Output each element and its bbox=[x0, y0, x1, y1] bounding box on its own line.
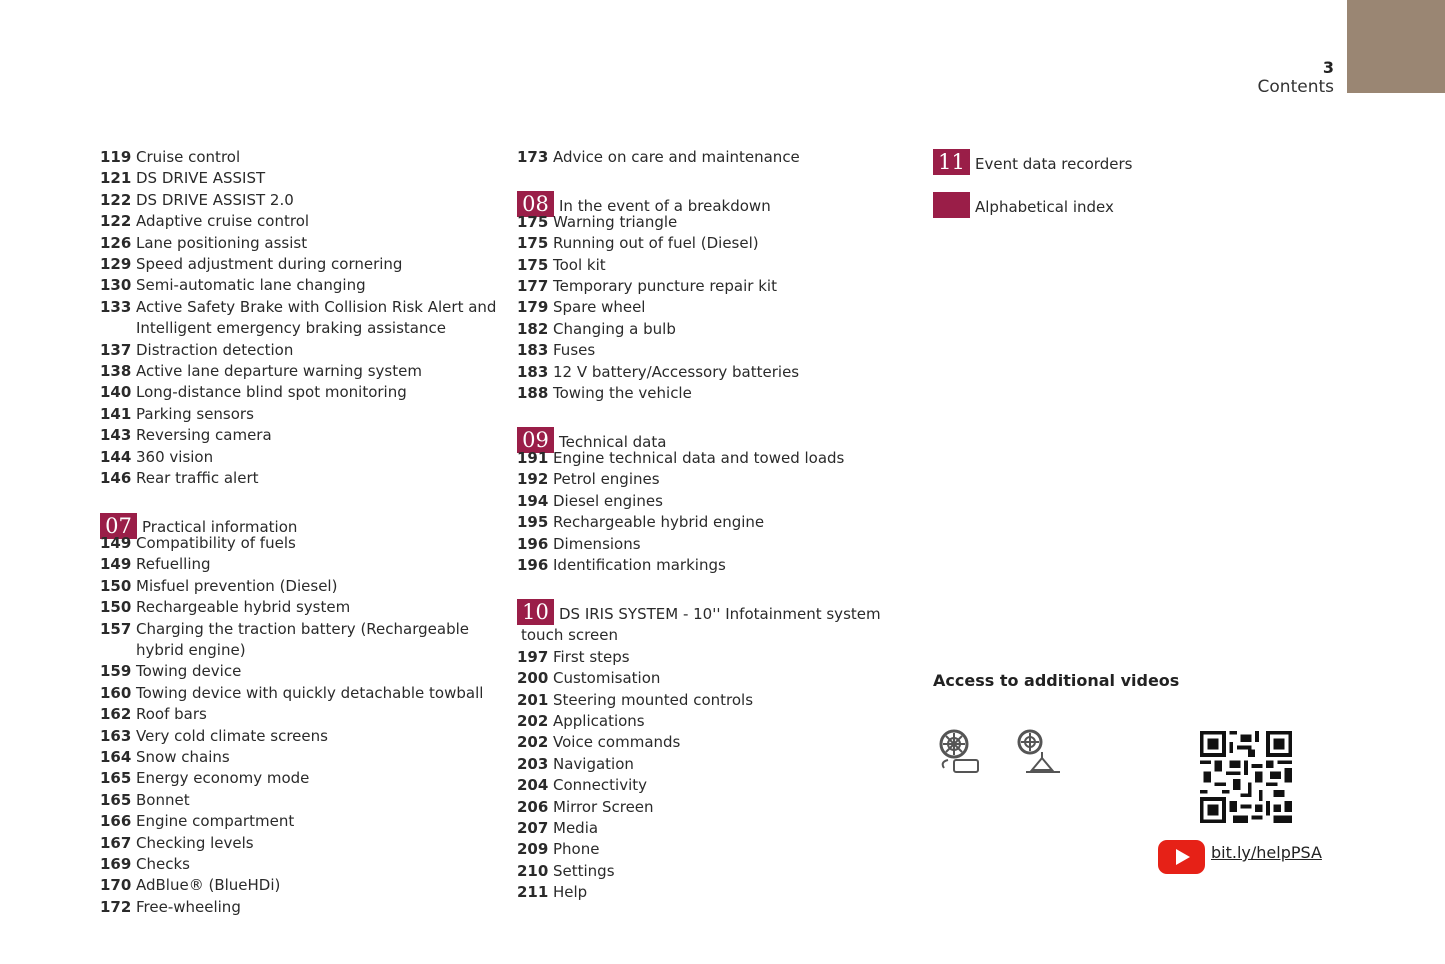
toc-entry[interactable] bbox=[100, 747, 510, 768]
entry-title: Towing device bbox=[136, 662, 242, 681]
toc-entry[interactable] bbox=[517, 362, 917, 383]
toc-list bbox=[517, 647, 917, 904]
entry-title: Petrol engines bbox=[553, 470, 660, 489]
entry-title: Snow chains bbox=[136, 747, 230, 766]
toc-entry[interactable] bbox=[517, 711, 917, 732]
entry-title: Speed adjustment during cornering bbox=[136, 255, 403, 274]
entry-title: Semi-automatic lane changing bbox=[136, 276, 366, 295]
page-ref: 166 bbox=[100, 812, 132, 831]
entry-title: Identification markings bbox=[553, 555, 726, 574]
toc-entry[interactable] bbox=[517, 797, 917, 818]
toc-entry[interactable] bbox=[517, 839, 917, 860]
toc-entry[interactable] bbox=[100, 447, 510, 468]
videos-title: Access to additional videos bbox=[933, 671, 1180, 690]
toc-entry[interactable] bbox=[100, 597, 510, 618]
entry-title: Temporary puncture repair kit bbox=[553, 277, 777, 296]
page-title: Contents bbox=[1257, 77, 1334, 97]
chapter-title: Practical information bbox=[142, 518, 298, 537]
page-ref: 183 bbox=[517, 362, 549, 381]
toc-entry[interactable] bbox=[100, 404, 510, 425]
entry-title: Cruise control bbox=[136, 148, 241, 166]
page-ref: 173 bbox=[517, 148, 549, 166]
entry-title: Mirror Screen bbox=[553, 797, 654, 816]
page-ref: 140 bbox=[100, 383, 132, 402]
toc-entry[interactable] bbox=[517, 754, 917, 775]
entry-title: Help bbox=[553, 883, 588, 902]
page-ref: 191 bbox=[517, 448, 549, 467]
toc-entry[interactable] bbox=[517, 383, 917, 404]
entry-title: Warning triangle bbox=[553, 212, 678, 231]
page-ref: 149 bbox=[100, 533, 132, 552]
entry-title: Settings bbox=[553, 861, 615, 880]
page-ref: 164 bbox=[100, 747, 132, 766]
entry-title: Misfuel prevention (Diesel) bbox=[136, 576, 338, 595]
entry-title: Bonnet bbox=[136, 790, 190, 809]
entry-title: DS DRIVE ASSIST 2.0 bbox=[136, 190, 294, 209]
toc-entry[interactable] bbox=[100, 275, 510, 296]
page-ref: 196 bbox=[517, 555, 549, 574]
entry-title: Energy economy mode bbox=[136, 769, 310, 788]
toc-entry[interactable] bbox=[100, 533, 510, 554]
page-ref: 146 bbox=[100, 469, 132, 488]
entry-title: Applications bbox=[553, 711, 645, 730]
toc-entry[interactable] bbox=[517, 732, 917, 753]
entry-title: Changing a bulb bbox=[553, 319, 676, 338]
page-ref: 203 bbox=[517, 754, 549, 773]
tyre-repair-kit-icon[interactable] bbox=[936, 728, 984, 776]
entry-title: Engine compartment bbox=[136, 812, 295, 831]
page-ref: 210 bbox=[517, 861, 549, 880]
toc-entry[interactable] bbox=[100, 833, 510, 854]
toc-entry[interactable] bbox=[517, 861, 917, 882]
page-ref: 202 bbox=[517, 711, 549, 730]
toc-column-3 bbox=[933, 147, 1333, 216]
spare-wheel-jack-icon[interactable] bbox=[1014, 728, 1062, 776]
entry-title: Compatibility of fuels bbox=[136, 533, 296, 552]
entry-title: Long-distance blind spot monitoring bbox=[136, 383, 407, 402]
toc-entry[interactable] bbox=[100, 297, 510, 340]
entry-title: Navigation bbox=[553, 754, 634, 773]
page-ref: 192 bbox=[517, 470, 549, 489]
toc-entry[interactable] bbox=[517, 534, 917, 555]
chapter-title: In the event of a breakdown bbox=[559, 197, 771, 215]
chapter-badge: 08 bbox=[517, 191, 554, 217]
entry-title: Steering mounted controls bbox=[553, 690, 754, 709]
entry-title: Connectivity bbox=[553, 776, 647, 795]
toc-entry[interactable] bbox=[517, 882, 917, 903]
toc-entry[interactable] bbox=[517, 319, 917, 340]
toc-entry[interactable] bbox=[517, 818, 917, 839]
entry-title: 360 vision bbox=[136, 447, 214, 466]
page-ref: 144 bbox=[100, 447, 132, 466]
page-ref: 196 bbox=[517, 534, 549, 553]
toc-entry[interactable] bbox=[100, 790, 510, 811]
toc-entry[interactable] bbox=[100, 768, 510, 789]
page-ref: 206 bbox=[517, 797, 549, 816]
page-ref: 126 bbox=[100, 233, 132, 252]
toc-entry[interactable] bbox=[517, 469, 917, 490]
help-video-link[interactable]: bit.ly/helpPSA bbox=[1211, 843, 1322, 862]
entry-title: AdBlue® (BlueHDi) bbox=[136, 876, 281, 895]
entry-title: Rear traffic alert bbox=[136, 469, 259, 488]
entry-title: Tool kit bbox=[553, 255, 606, 274]
page-ref: 209 bbox=[517, 840, 549, 859]
entry-title: Active lane departure warning system bbox=[136, 362, 422, 381]
entry-title: Running out of fuel (Diesel) bbox=[553, 234, 759, 253]
toc-entry[interactable] bbox=[100, 554, 510, 575]
page-ref: 204 bbox=[517, 776, 549, 795]
toc-entry[interactable] bbox=[517, 147, 917, 168]
entry-title: Reversing camera bbox=[136, 426, 272, 445]
toc-entry[interactable] bbox=[100, 661, 510, 682]
toc-entry[interactable] bbox=[517, 233, 917, 254]
page-ref: 179 bbox=[517, 298, 549, 317]
entry-title: Free-wheeling bbox=[136, 897, 241, 916]
toc-entry[interactable] bbox=[517, 775, 917, 796]
entry-title: Roof bars bbox=[136, 705, 207, 724]
page-ref: 122 bbox=[100, 212, 132, 231]
page-ref: 167 bbox=[100, 833, 132, 852]
toc-list bbox=[517, 212, 917, 405]
page-ref: 119 bbox=[100, 148, 132, 166]
entry-title: Diesel engines bbox=[553, 491, 663, 510]
page-ref: 201 bbox=[517, 690, 549, 709]
chapter-badge: 07 bbox=[100, 513, 137, 539]
entry-title: Advice on care and maintenance bbox=[553, 148, 800, 166]
page-ref: 207 bbox=[517, 818, 549, 837]
toc-list bbox=[100, 533, 510, 918]
page-ref: 129 bbox=[100, 255, 132, 274]
page-ref: 122 bbox=[100, 190, 132, 209]
chapter-title: DS IRIS SYSTEM - 10'' Infotainment system bbox=[559, 604, 881, 623]
entry-title: Fuses bbox=[553, 341, 596, 360]
page-ref: 182 bbox=[517, 319, 549, 338]
chapter-title: Alphabetical index bbox=[975, 198, 1114, 216]
entry-title: Dimensions bbox=[553, 534, 641, 553]
entry-title: 12 V battery/Accessory batteries bbox=[553, 362, 800, 381]
page-ref: 165 bbox=[100, 769, 132, 788]
page-number: 3 bbox=[1322, 58, 1334, 77]
entry-title: Voice commands bbox=[553, 733, 681, 752]
toc-entry[interactable] bbox=[517, 491, 917, 512]
toc-entry[interactable] bbox=[100, 147, 510, 168]
toc-entry[interactable] bbox=[517, 647, 917, 668]
page-ref: 194 bbox=[517, 491, 549, 510]
page-ref: 149 bbox=[100, 555, 132, 574]
toc-entry[interactable] bbox=[517, 212, 917, 233]
toc-entry[interactable] bbox=[100, 811, 510, 832]
toc-entry[interactable] bbox=[517, 297, 917, 318]
toc-entry[interactable] bbox=[100, 425, 510, 446]
toc-entry[interactable] bbox=[100, 875, 510, 896]
toc-column-2 bbox=[517, 147, 917, 904]
page-ref: 160 bbox=[100, 683, 132, 702]
page-ref: 165 bbox=[100, 790, 132, 809]
page-ref: 175 bbox=[517, 255, 549, 274]
entry-title: Spare wheel bbox=[553, 298, 646, 317]
toc-entry[interactable] bbox=[100, 340, 510, 361]
page-ref: 157 bbox=[100, 619, 132, 638]
toc-list bbox=[100, 147, 510, 490]
entry-title: Checks bbox=[136, 855, 190, 873]
entry-title: First steps bbox=[553, 647, 630, 666]
toc-entry[interactable] bbox=[517, 448, 917, 469]
page-ref: 170 bbox=[100, 876, 132, 895]
chapter-title: Event data recorders bbox=[975, 154, 1133, 173]
page-ref: 130 bbox=[100, 276, 132, 295]
page-ref: 183 bbox=[517, 341, 549, 360]
page-ref: 188 bbox=[517, 384, 549, 403]
entry-title: Adaptive cruise control bbox=[136, 212, 310, 231]
qr-code-icon[interactable] bbox=[1200, 731, 1292, 823]
page-ref: 197 bbox=[517, 647, 549, 666]
page-ref: 163 bbox=[100, 726, 132, 745]
toc-list bbox=[517, 448, 917, 576]
entry-title: Engine technical data and towed loads bbox=[553, 448, 845, 467]
page-ref: 195 bbox=[517, 513, 549, 532]
entry-title: Phone bbox=[553, 840, 600, 859]
page-ref: 211 bbox=[517, 883, 549, 902]
entry-title: Active Safety Brake with Collision Risk Alert and Intelligent emergency braking assistance bbox=[136, 297, 497, 338]
page-ref: 150 bbox=[100, 598, 132, 617]
toc-entry[interactable] bbox=[100, 168, 510, 189]
toc-entry[interactable] bbox=[100, 897, 510, 918]
page-ref: 143 bbox=[100, 426, 132, 445]
chapter-badge bbox=[933, 192, 970, 218]
toc-entry[interactable] bbox=[100, 382, 510, 403]
page-ref: 141 bbox=[100, 404, 132, 423]
entry-title: Lane positioning assist bbox=[136, 233, 308, 252]
toc-entry[interactable] bbox=[100, 468, 510, 489]
chapter-title: Technical data bbox=[559, 433, 667, 452]
page-ref: 169 bbox=[100, 855, 132, 873]
toc-entry[interactable] bbox=[100, 211, 510, 232]
entry-title: Rechargeable hybrid engine bbox=[553, 513, 765, 532]
toc-entry[interactable] bbox=[100, 361, 510, 382]
toc-entry[interactable] bbox=[100, 576, 510, 597]
chapter-badge: 11 bbox=[933, 149, 970, 175]
entry-title: Charging the traction battery (Rechargeable hybrid engine) bbox=[136, 619, 469, 659]
chapter-title-continued: touch screen bbox=[521, 626, 618, 645]
page-ref: 172 bbox=[100, 897, 132, 916]
page-ref: 159 bbox=[100, 662, 132, 681]
entry-title: Distraction detection bbox=[136, 340, 294, 359]
section-tab bbox=[1347, 0, 1445, 93]
page-ref: 150 bbox=[100, 576, 132, 595]
entry-title: Towing the vehicle bbox=[553, 384, 692, 403]
entry-title: Towing device with quickly detachable towball bbox=[136, 683, 484, 702]
page-ref: 138 bbox=[100, 362, 132, 381]
toc-entry[interactable] bbox=[517, 690, 917, 711]
youtube-icon[interactable] bbox=[1158, 840, 1205, 874]
entry-title: Very cold climate screens bbox=[136, 726, 328, 745]
chapter-badge: 09 bbox=[517, 427, 554, 453]
toc-entry[interactable] bbox=[517, 340, 917, 361]
page-ref: 133 bbox=[100, 297, 132, 316]
page-ref: 121 bbox=[100, 169, 132, 188]
toc-entry[interactable] bbox=[100, 854, 510, 875]
page-ref: 175 bbox=[517, 212, 549, 231]
entry-title: Parking sensors bbox=[136, 404, 254, 423]
entry-title: Media bbox=[553, 818, 599, 837]
toc-entry[interactable] bbox=[100, 726, 510, 747]
page-ref: 137 bbox=[100, 340, 132, 359]
toc-entry[interactable] bbox=[517, 668, 917, 689]
entry-title: Refuelling bbox=[136, 555, 211, 574]
toc-entry[interactable] bbox=[517, 512, 917, 533]
toc-column-1 bbox=[100, 147, 510, 918]
page-ref: 162 bbox=[100, 705, 132, 724]
toc-entry[interactable] bbox=[100, 683, 510, 704]
chapter-badge: 10 bbox=[517, 599, 554, 625]
toc-entry[interactable] bbox=[100, 190, 510, 211]
alphabetical-index-heading[interactable] bbox=[933, 190, 1333, 218]
toc-entry[interactable] bbox=[100, 704, 510, 725]
entry-title: DS DRIVE ASSIST bbox=[136, 169, 266, 188]
toc-entry[interactable] bbox=[517, 255, 917, 276]
toc-list bbox=[517, 147, 917, 168]
toc-entry[interactable] bbox=[100, 619, 510, 662]
entry-title: Rechargeable hybrid system bbox=[136, 598, 351, 617]
page-ref: 177 bbox=[517, 277, 549, 296]
toc-entry[interactable] bbox=[100, 254, 510, 275]
page-ref: 202 bbox=[517, 733, 549, 752]
chapter-10-heading[interactable] bbox=[517, 597, 917, 625]
entry-title: Checking levels bbox=[136, 833, 254, 852]
toc-entry[interactable] bbox=[100, 233, 510, 254]
page-ref: 200 bbox=[517, 669, 549, 688]
toc-entry[interactable] bbox=[517, 555, 917, 576]
entry-title: Customisation bbox=[553, 669, 661, 688]
toc-entry[interactable] bbox=[517, 276, 917, 297]
page-ref: 175 bbox=[517, 234, 549, 253]
